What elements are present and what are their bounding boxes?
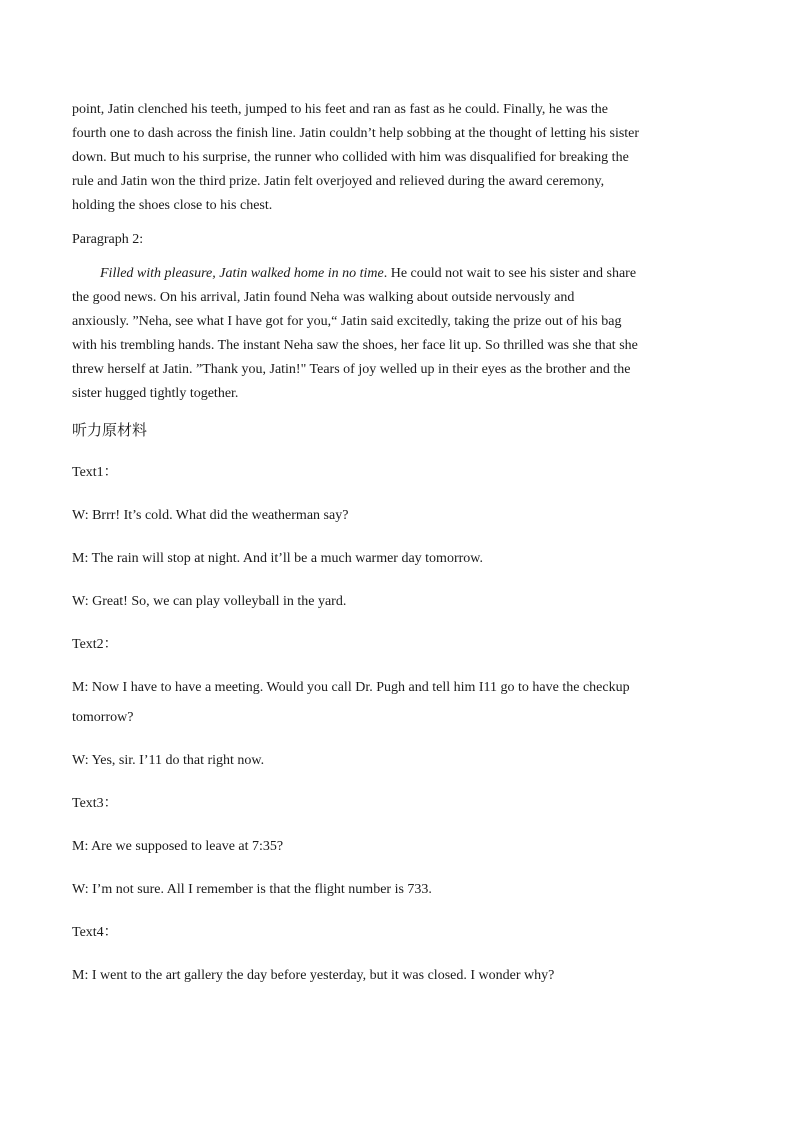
text-label: Text3： [72, 796, 118, 811]
paragraph-line [72, 262, 722, 286]
dialogue-line: W: Brrr! It’s cold. What did the weatherman say? [72, 508, 349, 523]
dialogue-line: W: Great! So, we can play volleyball in the yard. [72, 594, 347, 609]
paragraph-1 [72, 98, 722, 218]
dialogue-line: tomorrow? [72, 710, 134, 725]
paragraph-line-rest: . He could not wait to see his sister and share [383, 266, 637, 281]
paragraph-line: down. But much to his surprise, the runner who collided with him was disqualified for breaking the [72, 150, 629, 165]
paragraph-2-label: Paragraph 2: [72, 232, 144, 247]
document-page [72, 98, 722, 988]
paragraph-line: fourth one to dash across the finish line. Jatin couldn’t help sobbing at the thought of letting his sister [72, 126, 640, 141]
dialogue-line: M: Now I have to have a meeting. Would you call Dr. Pugh and tell him I11 go to have the checkup [72, 680, 630, 695]
paragraph-line: point, Jatin clenched his teeth, jumped to his feet and ran as fast as he could. Finally, he was the [72, 102, 609, 117]
italic-lead-sentence: Filled with pleasure, Jatin walked home in no time [100, 266, 384, 281]
dialogue-line: W: Yes, sir. I’11 do that right now. [72, 753, 265, 768]
dialogue-line: M: The rain will stop at night. And it’ll be a much warmer day tomorrow. [72, 551, 483, 566]
dialogue-line: M: I went to the art gallery the day before yesterday, but it was closed. I wonder why? [72, 968, 555, 983]
text-label: Text1： [72, 465, 118, 480]
paragraph-line: threw herself at Jatin. ”Thank you, Jatin!" Tears of joy welled up in their eyes as the brother and the [72, 362, 631, 377]
dialogue-line: M: Are we supposed to leave at 7:35? [72, 839, 284, 854]
text-label: Text4： [72, 925, 118, 940]
paragraph-line: anxiously. ”Neha, see what I have got for you,“ Jatin said excitedly, taking the prize out of his bag [72, 314, 622, 329]
paragraph-line: holding the shoes close to his chest. [72, 198, 273, 213]
dialogue-line: W: I’m not sure. All I remember is that the flight number is 733. [72, 882, 432, 897]
paragraph-line: sister hugged tightly together. [72, 386, 239, 401]
text-label: Text2： [72, 637, 118, 652]
listening-heading: 听力原材料 [72, 421, 148, 439]
paragraph-line: rule and Jatin won the third prize. Jatin felt overjoyed and relieved during the award ceremony, [72, 174, 605, 189]
paragraph-line: with his trembling hands. The instant Neha saw the shoes, her face lit up. So thrilled was she that she [72, 338, 638, 353]
paragraph-line: the good news. On his arrival, Jatin found Neha was walking about outside nervously and [72, 290, 575, 305]
paragraph-2 [72, 262, 722, 406]
